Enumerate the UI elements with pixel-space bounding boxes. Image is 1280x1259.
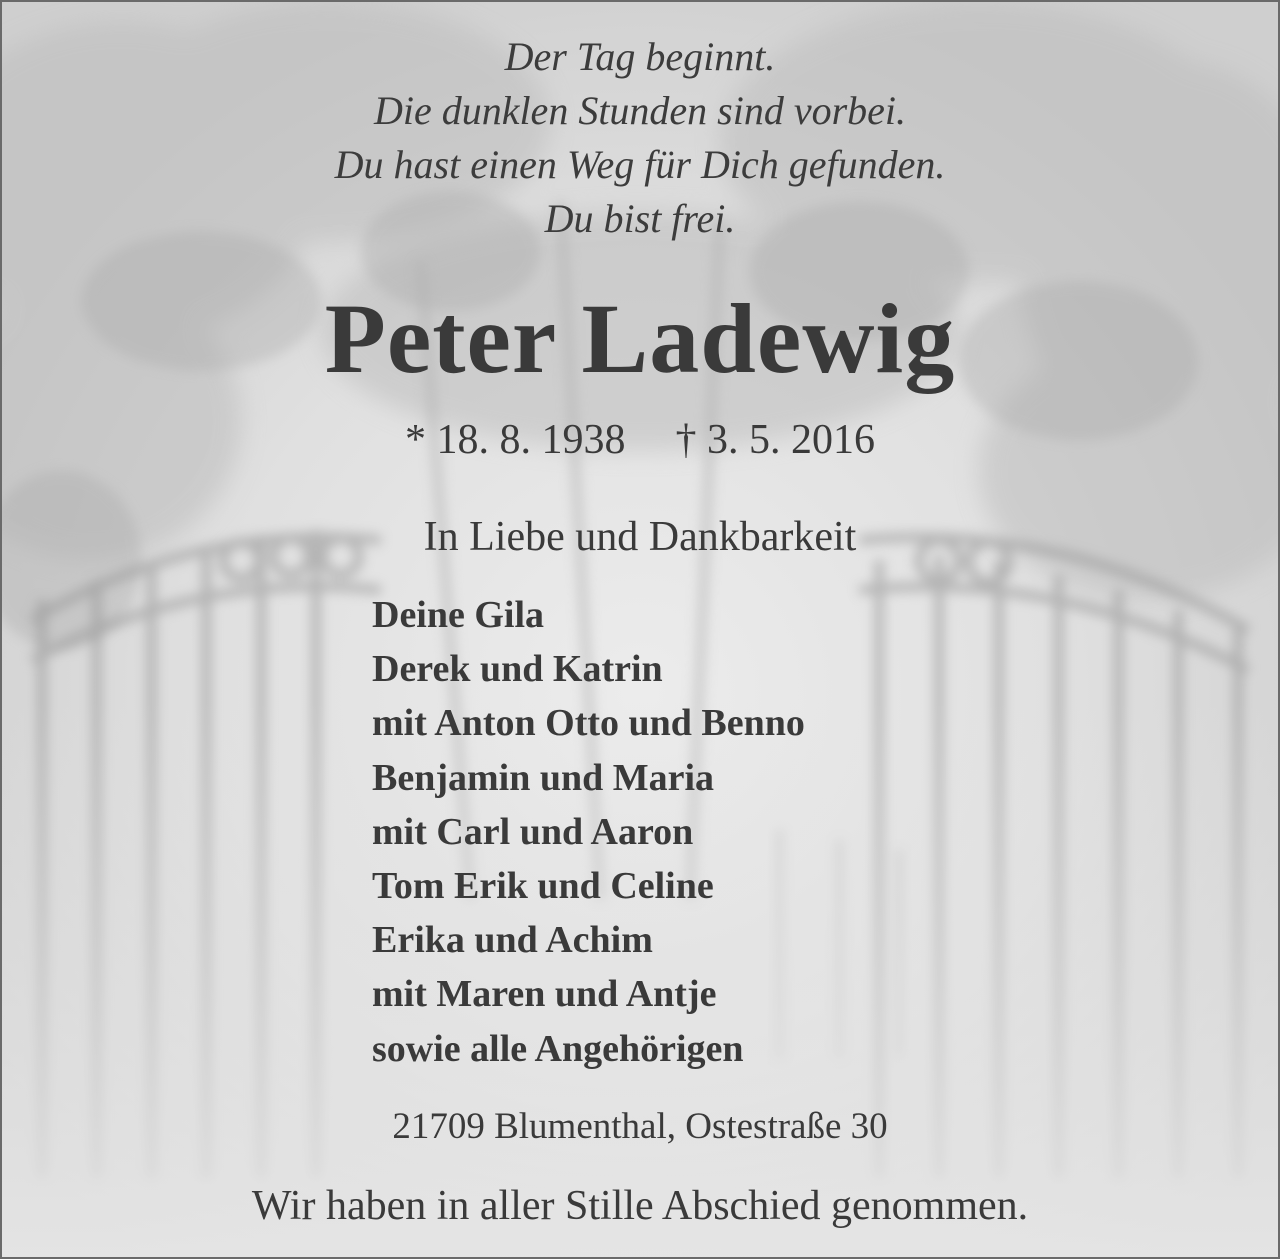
mourner-line: Benjamin und Maria — [372, 756, 715, 799]
mourners-list — [372, 588, 805, 1076]
poem — [2, 30, 1278, 246]
mourner-line: mit Carl und Aaron — [372, 810, 694, 853]
poem-line: Du hast einen Weg für Dich gefunden. — [334, 142, 946, 187]
mourner-line: sowie alle Angehörigen — [372, 1027, 744, 1070]
mourner-line: Erika und Achim — [372, 919, 653, 962]
life-dates — [2, 414, 1278, 466]
mourner-line: mit Maren und Antje — [372, 973, 717, 1016]
poem-line: Du bist frei. — [544, 196, 736, 241]
birth-date: * 18. 8. 1938 — [405, 417, 626, 463]
mourner-line: Deine Gila — [372, 594, 545, 636]
address: 21709 Blumenthal, Ostestraße 30 — [392, 1106, 888, 1147]
poem-line: Der Tag beginnt. — [504, 34, 776, 79]
closing-line: Wir haben in aller Stille Abschied genommen. — [251, 1183, 1029, 1229]
mourner-line: Tom Erik und Celine — [372, 865, 714, 908]
death-date: † 3. 5. 2016 — [675, 417, 875, 463]
mourner-line: mit Anton Otto und Benno — [372, 702, 805, 745]
deceased-name: Peter Ladewig — [324, 283, 956, 394]
notice-content — [2, 2, 1278, 1257]
mourner-line: Derek und Katrin — [372, 648, 663, 691]
poem-line: Die dunklen Stunden sind vorbei. — [373, 88, 907, 133]
dedication: In Liebe und Dankbarkeit — [423, 514, 857, 560]
